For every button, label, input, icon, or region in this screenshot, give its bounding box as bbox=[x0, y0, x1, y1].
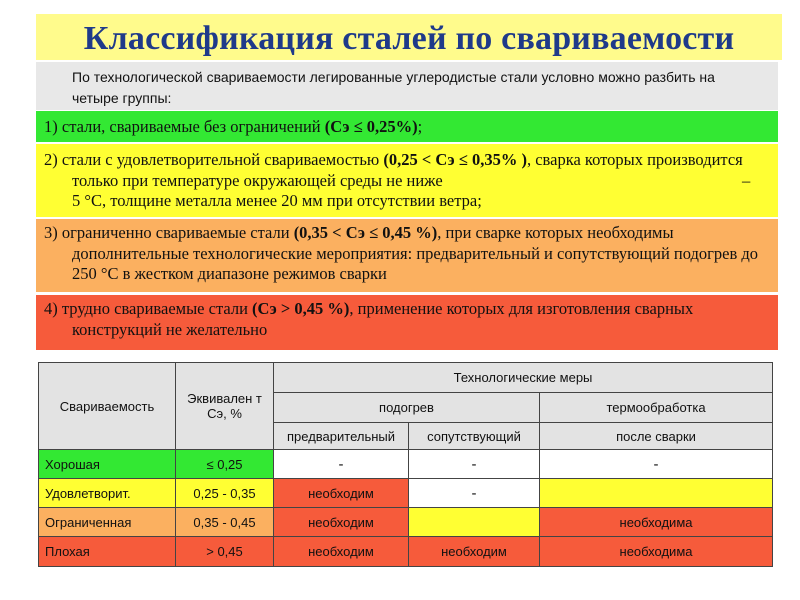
group-4-number: 4) bbox=[44, 299, 58, 318]
group-2-number: 2) bbox=[44, 150, 58, 169]
row-good-after: - bbox=[540, 450, 773, 479]
header-after-welding: после сварки bbox=[540, 423, 773, 450]
row-satisfactory-after bbox=[540, 479, 773, 508]
header-heat-treatment: термообработка bbox=[540, 393, 773, 423]
group-1 bbox=[36, 111, 778, 142]
header-concurrent: сопутствующий bbox=[409, 423, 540, 450]
row-satisfactory-pre: необходим bbox=[274, 479, 409, 508]
group-4 bbox=[36, 295, 778, 350]
header-weldability: Свариваемость bbox=[39, 363, 176, 450]
group-3-text: ограниченно свариваемые стали bbox=[61, 223, 290, 242]
row-satisfactory-conc: - bbox=[409, 479, 540, 508]
row-good-ce: ≤ 0,25 bbox=[176, 450, 274, 479]
row-good-pre: - bbox=[274, 450, 409, 479]
header-preheat: подогрев bbox=[274, 393, 540, 423]
row-satisfactory-name: Удовлетворит. bbox=[39, 479, 176, 508]
row-poor-ce: > 0,45 bbox=[176, 537, 274, 567]
row-poor-pre: необходим bbox=[274, 537, 409, 567]
group-4-criterion: (Сэ > 0,45 %) bbox=[252, 299, 350, 318]
row-limited-conc bbox=[409, 508, 540, 537]
row-limited-name: Ограниченная bbox=[39, 508, 176, 537]
group-4-text: трудно свариваемые стали bbox=[61, 299, 248, 318]
group-1-criterion: (Сэ ≤ 0,25%) bbox=[324, 117, 418, 136]
row-good-name: Хорошая bbox=[39, 450, 176, 479]
table-row bbox=[39, 479, 773, 508]
row-poor-conc: необходим bbox=[409, 537, 540, 567]
page-title: Классификация сталей по свариваемости bbox=[83, 20, 735, 57]
header-measures: Технологические меры bbox=[274, 363, 773, 393]
row-limited-ce: 0,35 - 0,45 bbox=[176, 508, 274, 537]
group-1-number: 1) bbox=[44, 117, 58, 136]
group-3-criterion: (0,35 < Сэ ≤ 0,45 %) bbox=[293, 223, 438, 242]
row-limited-after: необходима bbox=[540, 508, 773, 537]
row-satisfactory-ce: 0,25 - 0,35 bbox=[176, 479, 274, 508]
intro-paragraph: По технологической свариваемости легированные углеродистые стали условно можно разбить на четыре группы: bbox=[36, 62, 778, 110]
group-2-text: стали с удовлетворительной свариваемостью bbox=[61, 150, 380, 169]
row-poor-name: Плохая bbox=[39, 537, 176, 567]
group-1-rest: ; bbox=[417, 117, 423, 136]
group-2-rest-2: 5 °С, толщине металла менее 20 мм при отсутствии ветра; bbox=[72, 191, 482, 210]
group-3-rest: , при сварке которых необходимы дополнительные технологические мероприятия: предварительный и сопутствующий подогрев до 250 °С в жестком диапазоне режимов сварки bbox=[72, 223, 759, 283]
group-2-rest: , сварка которых производится только при температуре окружающей среды не ниже bbox=[72, 150, 743, 190]
row-poor-after: необходима bbox=[540, 537, 773, 567]
table-row bbox=[39, 508, 773, 537]
header-equivalent: Эквивален т Сэ, % bbox=[176, 363, 274, 450]
group-1-text: стали, свариваемые без ограничений bbox=[61, 117, 321, 136]
table-row bbox=[39, 537, 773, 567]
group-2: 2) стали с удовлетворительной свариваемостью (0,25 < Сэ ≤ 0,35% ), сварка которых производится только при температуре окружающей среды не ниже – 5 °С, толщине металла менее 20 мм при отсутствии ветра; bbox=[36, 144, 778, 217]
row-good-conc: - bbox=[409, 450, 540, 479]
header-preliminary: предварительный bbox=[274, 423, 409, 450]
weldability-table bbox=[38, 362, 773, 567]
group-3 bbox=[36, 219, 778, 292]
row-limited-pre: необходим bbox=[274, 508, 409, 537]
table-row bbox=[39, 450, 773, 479]
group-4-rest: , применение которых для изготовления сварных конструкций не желательно bbox=[72, 299, 694, 339]
group-2-criterion: (0,25 < Сэ ≤ 0,35% ) bbox=[383, 150, 527, 169]
title-banner bbox=[36, 14, 782, 60]
group-3-number: 3) bbox=[44, 223, 58, 242]
